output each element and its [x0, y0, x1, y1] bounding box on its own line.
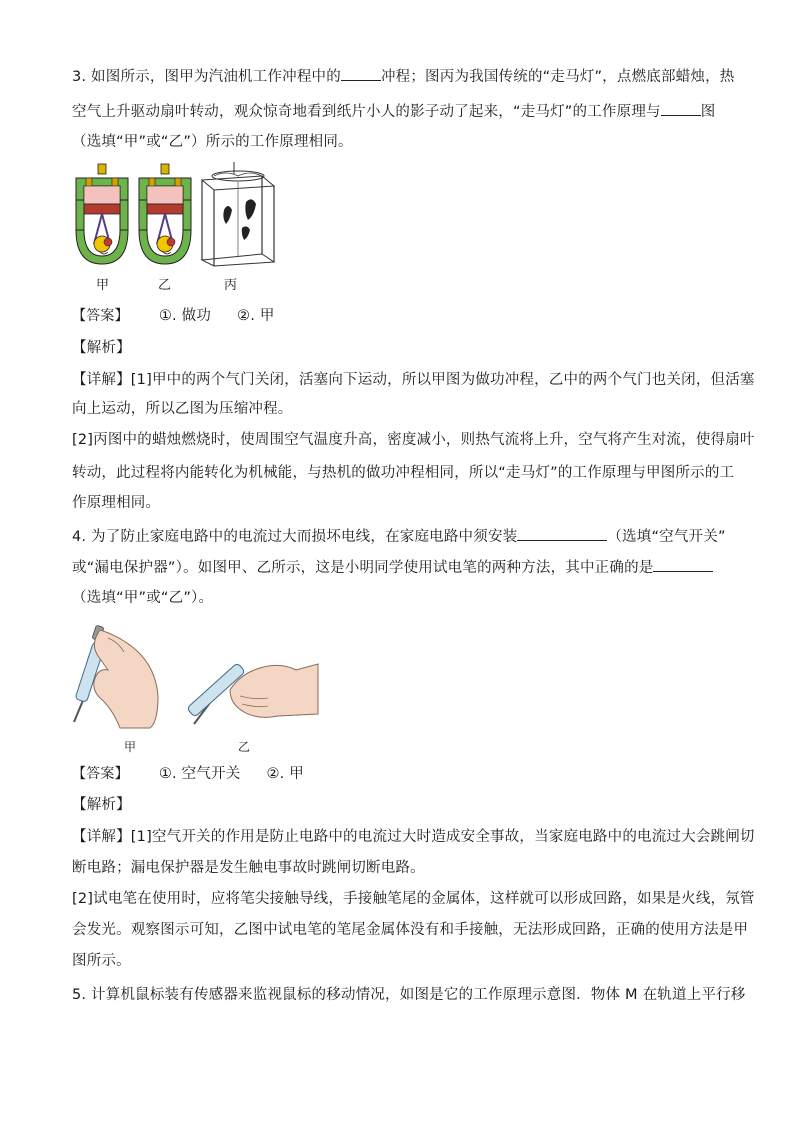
- q3-answer-row: [72, 306, 275, 326]
- q3-detail-line: 作原理相同。: [72, 495, 161, 511]
- q4-stem-text: 或“漏电保护器”）。如图甲、乙所示，这是小明同学使用试电笔的两种方法，其中正确的是: [72, 560, 654, 576]
- answer-item-2: ②. 甲: [266, 766, 304, 782]
- q3-detail-line: 【详解】[1]甲中的两个气门关闭，活塞向下运动，所以甲图为做功冲程，乙中的两个气门也关闭，但活塞: [72, 372, 755, 388]
- q5-stem-line1: 5. 计算机鼠标装有传感器来监视鼠标的移动情况，如图是它的工作原理示意图．物体 M 在轨道上平行移: [72, 987, 746, 1003]
- engine-figure-jia: [72, 164, 132, 268]
- figure-label-jia: 甲: [124, 740, 137, 754]
- q3-blank-2: [661, 101, 701, 116]
- q4-stem-line1: [72, 526, 726, 547]
- q3-stem-text: 3. 如图所示，图甲为汽油机工作冲程中的: [72, 69, 341, 85]
- answer-item-2: ②. 甲: [237, 308, 275, 324]
- q4-detail-line: 会发光。观察图示可知，乙图中试电笔的笔尾金属体没有和手接触，无法形成回路，正确的使用方法是甲: [72, 922, 749, 938]
- q4-detail-line: 图所示。: [72, 953, 131, 969]
- figure-label-yi: 乙: [238, 740, 251, 754]
- figure-label-yi: 乙: [158, 278, 172, 293]
- q4-stem-text: 4. 为了防止家庭电路中的电流过大而损坏电线，在家庭电路中须安装: [72, 529, 518, 545]
- figure-label-jia: 甲: [96, 278, 110, 293]
- q3-detail-line: [2]丙图中的蜡烛燃烧时，使周围空气温度升高，密度减小，则热气流将上升，空气将产生对流，使得扇叶: [72, 432, 755, 448]
- q3-stem-line2: [72, 101, 715, 122]
- q3-stem-text: 图: [700, 104, 716, 120]
- q3-detail-line: 转动，此过程将内能转化为机械能，与热机的做功冲程相同，所以“走马灯”的工作原理与甲图所示的工: [72, 465, 735, 481]
- test-pen-figure-jia: [70, 618, 170, 730]
- q3-analysis-tag: 【解析】: [72, 340, 131, 356]
- q4-stem-line3: （选填“甲”或“乙”）。: [72, 590, 214, 606]
- q4-stem-text: （选填“空气开关”: [607, 529, 726, 545]
- q4-stem-line2: [72, 557, 713, 578]
- answer-item-1: ①. 做功: [158, 308, 212, 324]
- answer-tag: 【答案】: [72, 766, 129, 782]
- q3-blank-1: [341, 66, 381, 81]
- q4-blank-1: [517, 526, 607, 541]
- test-pen-figure-yi: [190, 636, 320, 728]
- q4-analysis-tag: 【解析】: [72, 797, 131, 813]
- answer-tag: 【答案】: [72, 308, 129, 324]
- answer-item-1: ①. 空气开关: [158, 766, 241, 782]
- q3-stem-line3: （选填“甲”或“乙”）所示的工作原理相同。: [72, 134, 353, 150]
- q3-stem-line1: [72, 66, 734, 87]
- lantern-figure-bing: [198, 162, 278, 270]
- q4-detail-line: 【详解】[1]空气开关的作用是防止电路中的电流过大时造成安全事故，当家庭电路中的电流过大会跳闸切: [72, 829, 755, 845]
- q3-stem-text: 空气上升驱动扇叶转动，观众惊奇地看到纸片小人的影子动了起来，“走马灯”的工作原理与: [72, 104, 661, 120]
- engine-figure-yi: [135, 164, 195, 268]
- figure-label-bing: 丙: [224, 278, 238, 293]
- q4-blank-2: [653, 557, 713, 572]
- q4-detail-line: 断电路；漏电保护器是发生触电事故时跳闸切断电路。: [72, 860, 425, 876]
- q4-detail-line: [2]试电笔在使用时，应将笔尖接触导线，手接触笔尾的金属体，这样就可以形成回路，如果是火线，氖管: [72, 891, 755, 907]
- q3-detail-line: 向上运动，所以乙图为压缩冲程。: [72, 401, 293, 417]
- q4-answer-row: [72, 764, 304, 784]
- q3-stem-text: 冲程；图丙为我国传统的“走马灯”，点燃底部蜡烛，热: [380, 69, 735, 85]
